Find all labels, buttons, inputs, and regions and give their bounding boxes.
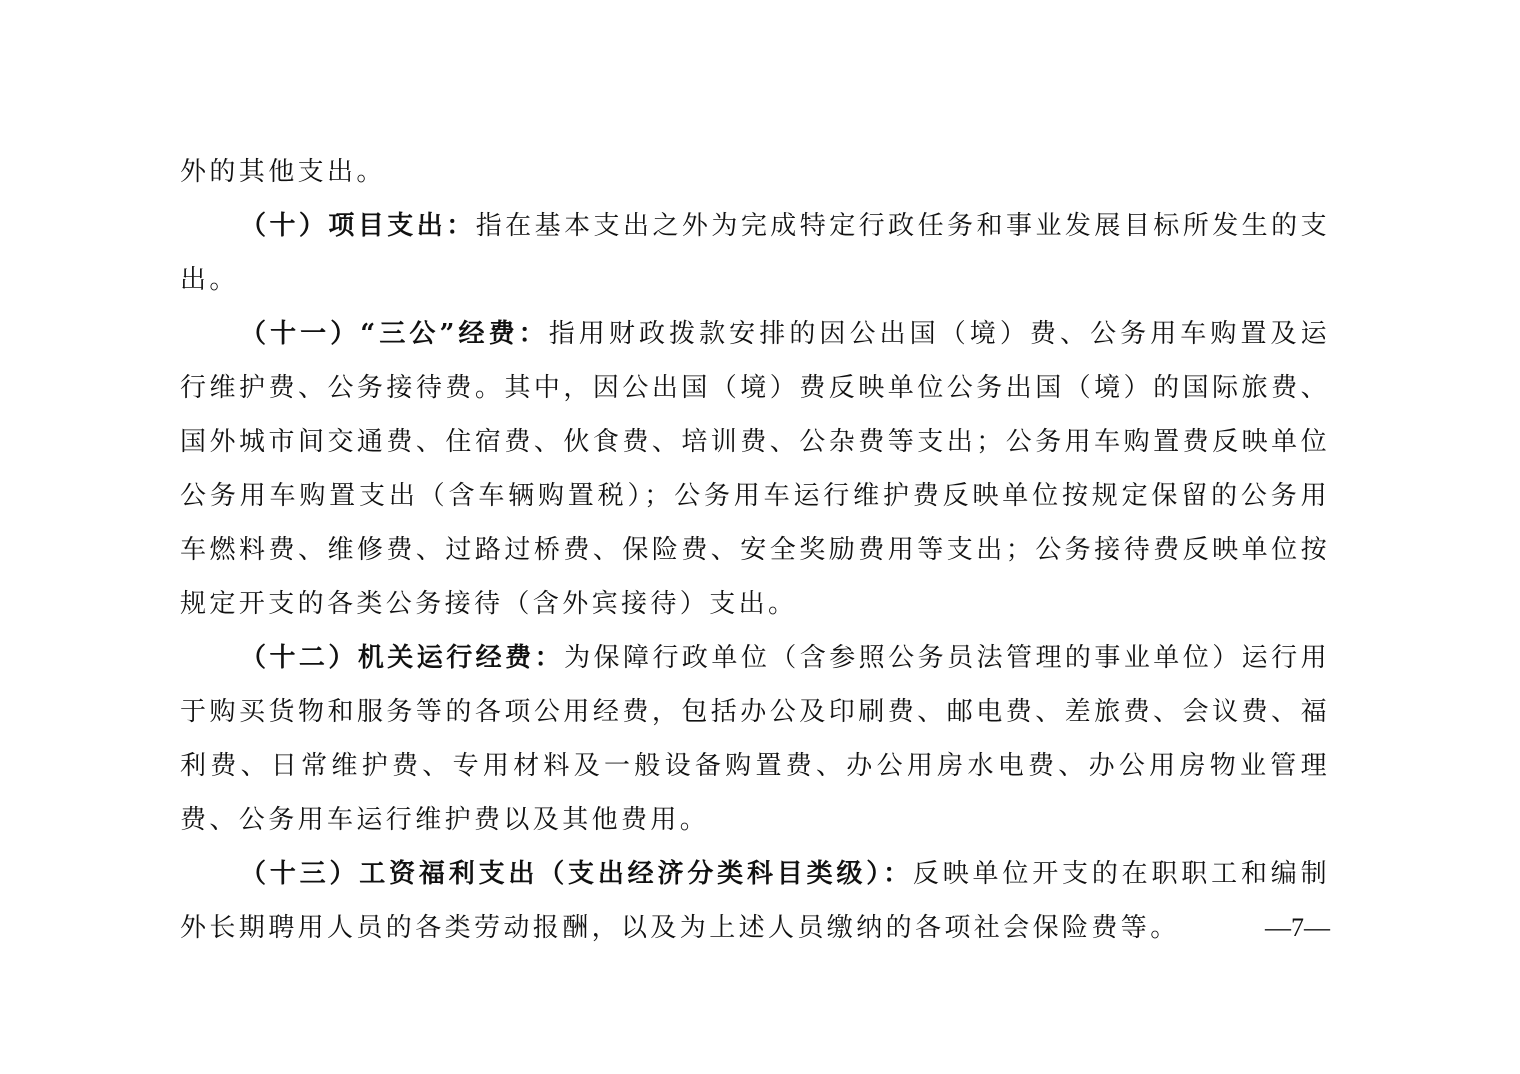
paragraph-project-expenditure [180, 199, 1330, 307]
document-body [180, 145, 1330, 955]
paragraph-agency-operating-expenses [180, 631, 1330, 847]
paragraph-text: 外的其他支出。 [180, 157, 386, 187]
paragraph-text: 指用财政拨款安排的因公出国（境）费、公务用车购置及运行维护费、公务接待费。其中，因公出国（境）费反映单位公务出国（境）的国际旅费、国外城市间交通费、住宿费、伙食费、培训费、公杂费等支出；公务用车购置费反映单位公务用车购置支出（含车辆购置税）；公务用车运行维护费反映单位按规定保留的公务用车燃料费、维修费、过路过桥费、保险费、安全奖励费用等支出；公务接待费反映单位按规定开支的各类公务接待（含外宾接待）支出。 [180, 319, 1330, 619]
paragraph-three-public-expenses [180, 307, 1330, 631]
paragraph-text: 为保障行政单位（含参照公务员法管理的事业单位）运行用于购买货物和服务等的各项公用经费，包括办公及印刷费、邮电费、差旅费、会议费、福利费、日常维护费、专用材料及一般设备购置费、办公用房水电费、办公用房物业管理费、公务用车运行维护费以及其他费用。 [180, 643, 1330, 835]
paragraph-term: （十）项目支出： [240, 211, 476, 241]
paragraph-wage-welfare-expenditure [180, 847, 1330, 955]
paragraph-text: 指在基本支出之外为完成特定行政任务和事业发展目标所发生的支出。 [180, 211, 1330, 295]
paragraph-term: （十一）“三公”经费： [240, 319, 549, 349]
paragraph-term: （十三）工资福利支出（支出经济分类科目类级）： [240, 859, 913, 889]
paragraph-continuation [180, 145, 1330, 199]
page-number: —7— [1265, 913, 1330, 942]
paragraph-term: （十二）机关运行经费： [240, 643, 565, 673]
paragraph-text: 反映单位开支的在职职工和编制外长期聘用人员的各类劳动报酬，以及为上述人员缴纳的各项社会保险费等。 [180, 859, 1330, 943]
